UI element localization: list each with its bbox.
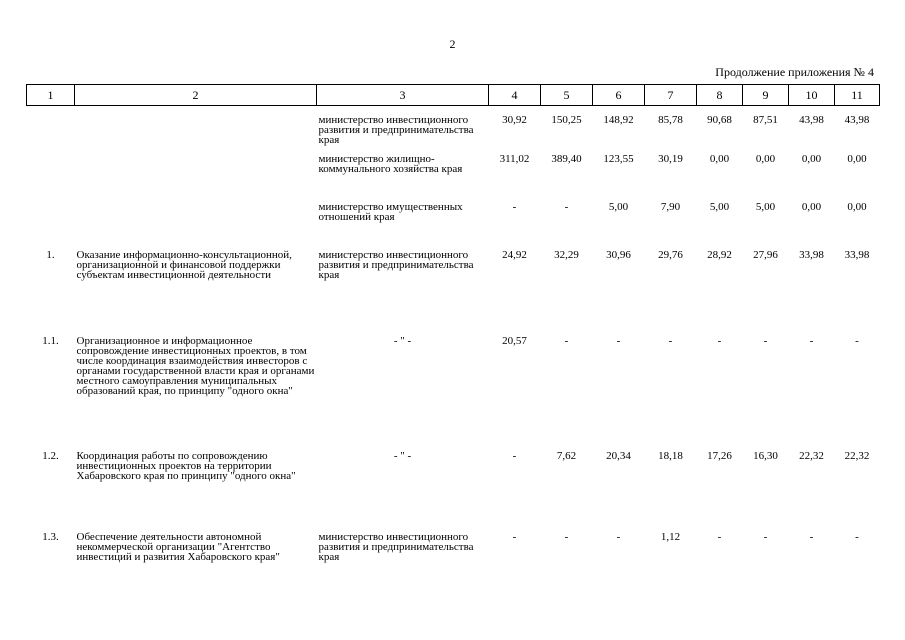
column-header: 3 [317, 85, 489, 106]
value-cell: 5,00 [709, 200, 730, 213]
activity-name: Обеспечение деятельности автономной некоммерческой организации "Агентство инвестиций и развития Хабаровского края" [76, 530, 280, 563]
value-cell: 33,98 [799, 248, 824, 261]
value-cell: 32,29 [554, 248, 579, 261]
column-header: 1 [27, 85, 75, 106]
value-cell: 30,19 [658, 152, 683, 165]
column-header: 11 [835, 85, 880, 106]
column-header: 6 [593, 85, 645, 106]
value-cell: - [717, 334, 722, 347]
executor: министерство инвестиционного развития и предпринимательства края [318, 114, 474, 146]
value-cell: 24,92 [502, 248, 527, 261]
column-header: 8 [697, 85, 743, 106]
table-row [27, 451, 880, 532]
value-cell: - [809, 334, 814, 347]
column-header: 2 [75, 85, 317, 106]
value-cell: 7,62 [556, 449, 577, 462]
value-cell: - [668, 334, 673, 347]
executor: министерство инвестиционного развития и предпринимательства края [318, 248, 474, 281]
value-cell: 123,55 [603, 152, 634, 165]
value-cell: 0,00 [847, 200, 867, 213]
value-cell: 0,00 [709, 152, 730, 165]
value-cell: 311,02 [499, 152, 530, 165]
value-cell: - [763, 334, 768, 347]
value-cell: 7,90 [660, 200, 681, 213]
appendix-continuation-label: Продолжение приложения № 4 [715, 65, 874, 79]
value-cell: 20,34 [606, 449, 631, 462]
page-number: 2 [449, 37, 456, 51]
value-cell: 5,00 [755, 200, 776, 213]
executor: - " - [393, 334, 412, 347]
column-header: 10 [789, 85, 835, 106]
value-cell: 18,18 [658, 449, 683, 462]
value-cell: 5,00 [608, 200, 629, 213]
value-cell: - [564, 200, 569, 213]
row-number: 1. [46, 248, 55, 261]
table-row [27, 154, 880, 202]
value-cell: - [855, 334, 859, 347]
value-cell: 85,78 [658, 114, 683, 126]
value-cell: 0,00 [847, 152, 867, 165]
value-cell: 148,92 [603, 114, 634, 126]
table-row [27, 202, 880, 250]
value-cell: - [855, 530, 859, 543]
value-cell: 0,00 [801, 152, 822, 165]
value-cell: - [564, 334, 569, 347]
activity-name: Координация работы по сопровождению инвестиционных проектов на территории Хабаровского края по принципу "одного окна" [76, 449, 296, 482]
value-cell: 389,40 [551, 152, 582, 165]
value-cell: - [512, 530, 517, 543]
column-header: 9 [743, 85, 789, 106]
value-cell: - [763, 530, 768, 543]
value-cell: 43,98 [844, 114, 870, 126]
value-cell: - [616, 334, 621, 347]
executor: министерство инвестиционного развития и предпринимательства края [318, 530, 474, 563]
value-cell: 87,51 [753, 114, 778, 126]
row-number: 1.1. [42, 334, 59, 347]
table-row [27, 106, 880, 154]
column-header: 4 [489, 85, 541, 106]
table-row [27, 532, 880, 592]
table-row [27, 336, 880, 451]
activity-name [75, 202, 317, 250]
row-number: 1.2. [42, 449, 59, 462]
row-number [27, 106, 75, 154]
executor: министерство имущественных отношений края [318, 200, 463, 223]
value-cell: 17,26 [707, 449, 732, 462]
value-cell: 150,25 [551, 114, 582, 126]
value-cell: 0,00 [801, 200, 822, 213]
row-number: 1.3. [42, 530, 59, 543]
value-cell: 16,30 [753, 449, 778, 462]
row-number [27, 154, 75, 202]
value-cell: - [512, 200, 517, 213]
value-cell: 20,57 [502, 334, 527, 347]
activity-name: Оказание информационно-консультационной, организационной и финансовой поддержки субъектам инвестиционной деятельности [76, 248, 292, 281]
value-cell: 1,12 [660, 530, 681, 543]
budget-table [26, 84, 880, 592]
executor: - " - [393, 449, 412, 462]
value-cell: 30,96 [606, 248, 631, 261]
value-cell: - [512, 449, 517, 462]
value-cell: 22,32 [799, 449, 824, 462]
executor: министерство жилищно-коммунального хозяйства края [318, 152, 463, 175]
column-number-header-row [27, 85, 880, 106]
value-cell: - [616, 530, 621, 543]
value-cell: 0,00 [755, 152, 776, 165]
value-cell: 90,68 [707, 114, 732, 126]
activity-name [75, 154, 317, 202]
table-row [27, 250, 880, 336]
value-cell: 29,76 [658, 248, 683, 261]
row-number [27, 202, 75, 250]
value-cell: 43,98 [799, 114, 824, 126]
value-cell: 33,98 [844, 248, 870, 261]
activity-name [75, 106, 317, 154]
value-cell: 27,96 [753, 248, 778, 261]
column-header: 7 [645, 85, 697, 106]
value-cell: 28,92 [707, 248, 732, 261]
value-cell: - [809, 530, 814, 543]
value-cell: 30,92 [502, 114, 527, 126]
activity-name: Организационное и информационное сопровождение инвестиционных проектов, в том числе координация взаимодействия инвесторов с органами государственной власти края и органами местного самоуправления муниципальных образований края, по принципу "одного окна" [76, 334, 315, 397]
value-cell: 22,32 [844, 449, 870, 462]
column-header: 5 [541, 85, 593, 106]
value-cell: - [564, 530, 569, 543]
value-cell: - [717, 530, 722, 543]
